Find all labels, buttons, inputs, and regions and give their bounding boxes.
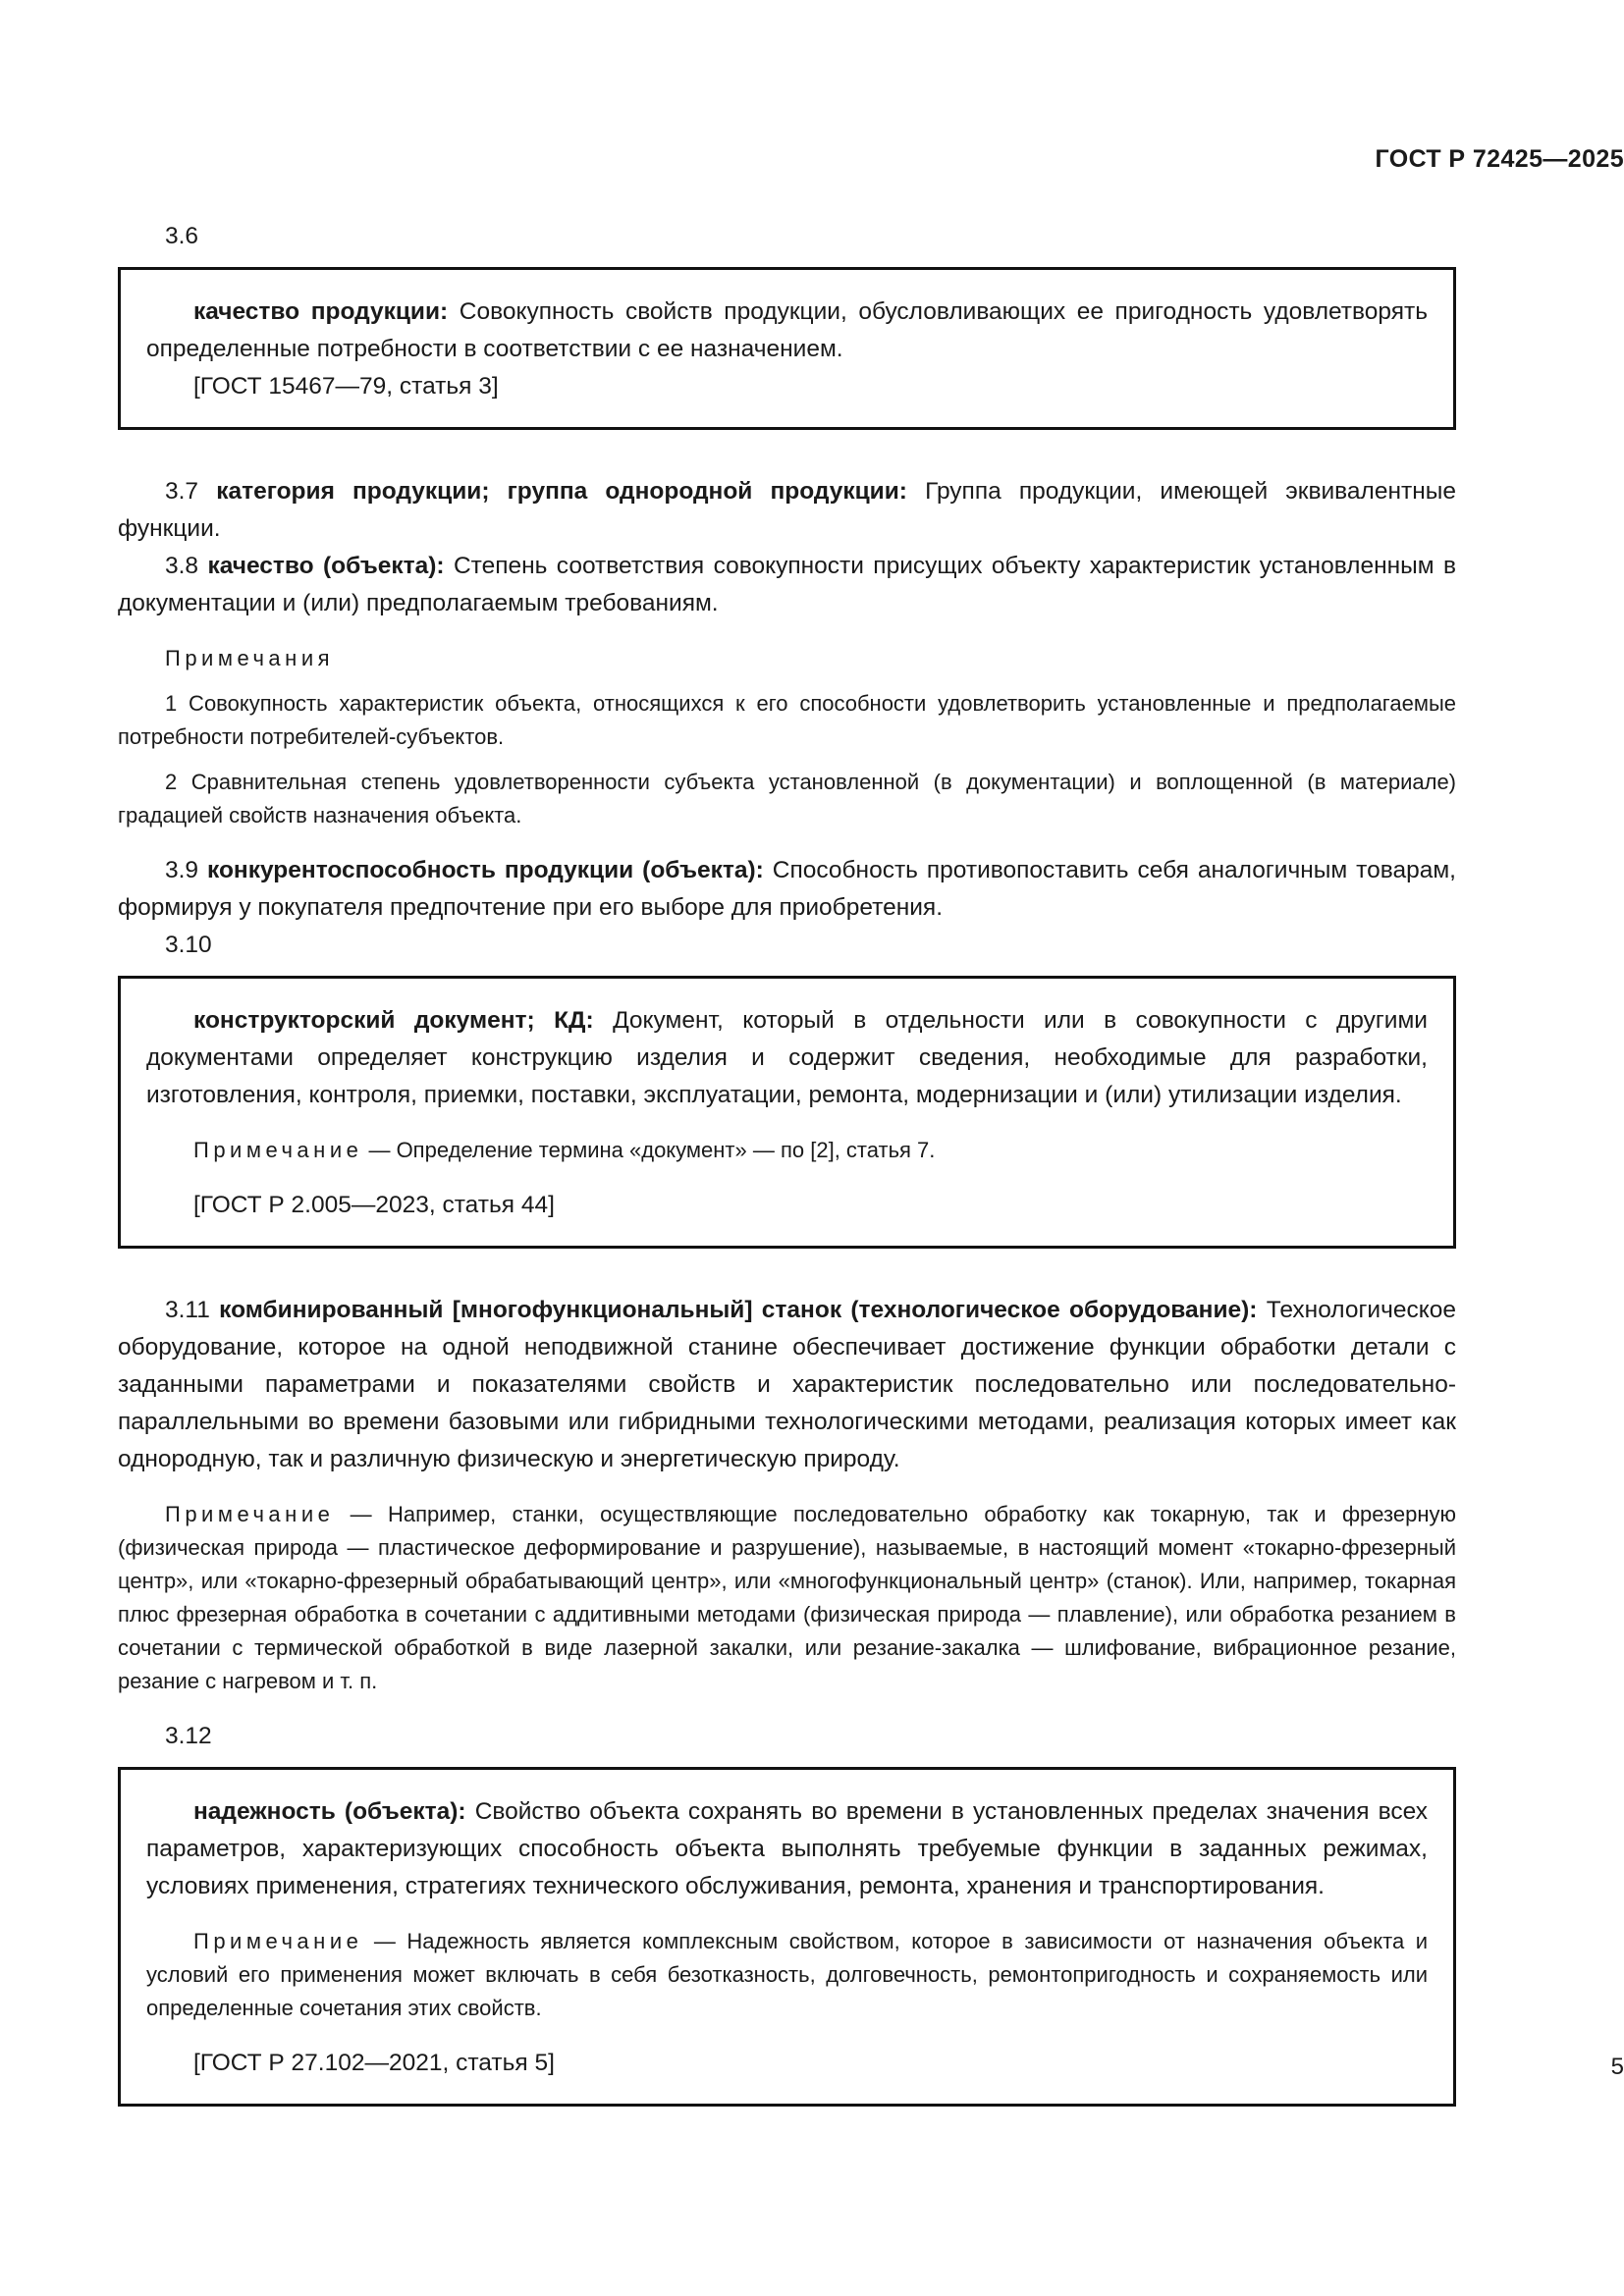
term-3-7: категория продукции; группа однородной продукции:	[216, 478, 907, 505]
clause-number-3-8: 3.8	[165, 553, 208, 579]
term-3-10: конструкторский документ; КД:	[193, 1007, 594, 1034]
clause-3-11	[118, 1292, 1456, 1478]
page-content	[118, 0, 1456, 2107]
clause-number-3-9: 3.9	[165, 857, 208, 883]
definition-box-3-10	[118, 976, 1456, 1249]
definition-paragraph-3-10	[146, 1002, 1428, 1114]
term-3-8: качество (объекта):	[207, 553, 445, 579]
page-header-standard-number: ГОСТ Р 72425—2025	[1375, 145, 1624, 173]
source-reference-3-10: [ГОСТ Р 2.005—2023, статья 44]	[193, 1192, 555, 1218]
clause-3-9	[118, 852, 1456, 927]
page-number: 5	[1610, 2054, 1624, 2080]
definition-text-3-7: Группа продукции, имеющей эквивалентные функции.	[118, 478, 1456, 542]
definition-text-3-11: Технологическое оборудование, которое на одной неподвижной станине обеспечивает достижение функции обработки детали с заданными параметрами и показателями свойств и характеристик последовательно или последовательно-параллельными во времени базовыми или гибридными технологическими методами, реализация которых имеет как однородную, так и различную физическую и энергетическую природу.	[118, 1297, 1456, 1472]
source-reference-3-6: [ГОСТ 15467—79, статья 3]	[193, 373, 499, 400]
definition-box-3-6	[118, 267, 1456, 430]
definition-text-3-12: Свойство объекта сохранять во времени в установленных пределах значения всех параметров, характеризующих способность объекта выполнять требуемые функции в заданных режимах, условиях применения, стратегиях технического обслуживания, ремонта, хранения и транспортирования.	[146, 1798, 1428, 1899]
definition-paragraph-3-6	[146, 294, 1428, 368]
note-label-3-12: Примечание	[193, 1929, 363, 1953]
clause-3-8	[118, 548, 1456, 622]
note-3-10	[146, 1134, 1428, 1167]
clause-number-3-7: 3.7	[165, 478, 217, 505]
definition-paragraph-3-12	[146, 1793, 1428, 1905]
term-3-12: надежность (объекта):	[193, 1798, 466, 1825]
clause-3-7	[118, 473, 1456, 548]
note-text-3-11: — Например, станки, осуществляющие последовательно обработку как токарную, так и фрезерную (физическая природа — пластическое деформирование и разрушение), называемые, в настоящий момент «токарно-фрезерный центр», или «токарно-фрезерный обрабатывающий центр», или «многофункциональный центр» (станок). Или, например, токарная плюс фрезерная обработка в сочетании с аддитивными методами (физическая природа — плавление), или обработка резанием в сочетании с термической обработкой в виде лазерной закалки, или резание-закалка — шлифование, вибрационное резание, резание с нагревом и т. п.	[118, 1502, 1456, 1693]
note-text-3-10: — Определение термина «документ» — по [2], статья 7.	[362, 1138, 936, 1162]
term-3-6: качество продукции:	[193, 298, 449, 325]
clause-number-3-10: 3.10	[165, 932, 212, 958]
source-reference-3-12: [ГОСТ Р 27.102—2021, статья 5]	[193, 2050, 555, 2076]
note-3-12	[146, 1925, 1428, 2025]
definition-text-3-9: Способность противопоставить себя аналогичным товарам, формируя у покупателя предпочтение при его выборе для приобретения.	[118, 857, 1456, 921]
clause-number-3-11: 3.11	[165, 1297, 220, 1323]
definition-text-3-6: Совокупность свойств продукции, обусловливающих ее пригодность удовлетворять определенные потребности в соответствии с ее назначением.	[146, 298, 1428, 362]
definition-box-3-12	[118, 1767, 1456, 2107]
note-2-3-8: 2 Сравнительная степень удовлетворенности субъекта установленной (в документации) и воплощенной (в материале) градацией свойств назначения объекта.	[118, 770, 1456, 828]
notes-heading-3-8: Примечания	[165, 646, 335, 670]
definition-text-3-8: Степень соответствия совокупности присущих объекту характеристик установленным в документации и (или) предполагаемым требованиям.	[118, 553, 1456, 616]
note-1-3-8: 1 Совокупность характеристик объекта, относящихся к его способности удовлетворить установленные и предполагаемые потребности потребителей-субъектов.	[118, 691, 1456, 749]
term-3-9: конкурентоспособность продукции (объекта):	[207, 857, 764, 883]
clause-number-3-12: 3.12	[165, 1723, 212, 1749]
note-label-3-11: Примечание	[165, 1502, 335, 1526]
note-3-11	[118, 1498, 1456, 1698]
note-label-3-10: Примечание	[193, 1138, 363, 1162]
definition-text-3-10: Документ, который в отдельности или в совокупности с другими документами определяет конструкцию изделия и содержит сведения, необходимые для разработки, изготовления, контроля, приемки, поставки, эксплуатации, ремонта, модернизации и (или) утилизации изделия.	[146, 1007, 1428, 1108]
note-text-3-12: — Надежность является комплексным свойством, которое в зависимости от назначения объекта и условий его применения может включать в себя безотказность, долговечность, ремонтопригодность и сохраняемость или определенные сочетания этих свойств.	[146, 1929, 1428, 2020]
term-3-11: комбинированный [многофункциональный] станок (технологическое оборудование):	[219, 1297, 1258, 1323]
clause-number-3-6: 3.6	[165, 223, 199, 249]
